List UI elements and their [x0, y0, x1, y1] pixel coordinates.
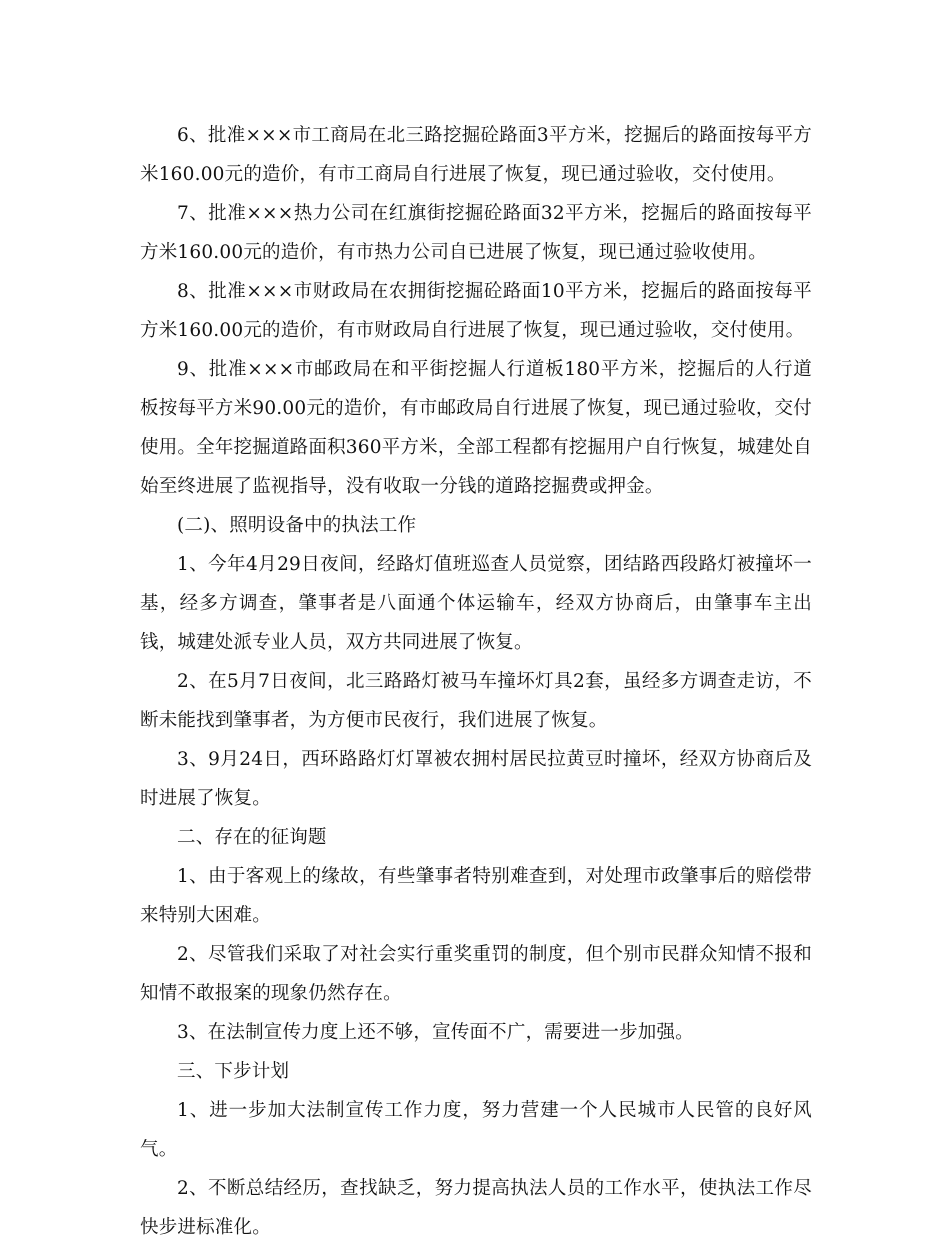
paragraph-item-9-road-excavation: 9、批准×××市邮政局在和平街挖掘人行道板180平方米，挖掘后的人行道板按每平方米90.00元的造价，有市邮政局自行进展了恢复，现已通过验收，交付使用。全年挖掘道路面积360平方米，全部工程都有挖掘用户自行恢复，城建处自始至终进展了监视指导，没有收取一分钱的道路挖掘费或押金。 — [140, 359, 812, 497]
document-page — [140, 116, 812, 1247]
paragraph-problem-2: 2、尽管我们采取了对社会实行重奖重罚的制度，但个别市民群众知情不报和知情不敢报案的现象仍然存在。 — [140, 944, 812, 1004]
paragraph-item-6-road-excavation: 6、批准×××市工商局在北三路挖掘砼路面3平方米，挖掘后的路面按每平方米160.00元的造价，有市工商局自行进展了恢复，现已通过验收，交付使用。 — [140, 125, 812, 185]
paragraph-lighting-item-1: 1、今年4月29日夜间，经路灯值班巡查人员觉察，团结路西段路灯被撞坏一基，经多方调查，肇事者是八面通个体运输车，经双方协商后，由肇事车主出钱，城建处派专业人员，双方共同进展了恢复。 — [140, 554, 812, 653]
paragraph-item-7-road-excavation: 7、批准×××热力公司在红旗街挖掘砼路面32平方米，挖掘后的路面按每平方米160.00元的造价，有市热力公司自已进展了恢复，现已通过验收使用。 — [140, 203, 812, 263]
section-heading-next-plan: 三、下步计划 — [177, 1061, 290, 1082]
paragraph-problem-1: 1、由于客观上的缘故，有些肇事者特别难查到，对处理市政肇事后的赔偿带来特别大困难。 — [140, 866, 812, 926]
paragraph-plan-1: 1、进一步加大法制宣传工作力度，努力营建一个人民城市人民管的良好风气。 — [140, 1100, 812, 1160]
paragraph-item-8-road-excavation: 8、批准×××市财政局在农拥街挖掘砼路面10平方米，挖掘后的路面按每平方米160.00元的造价，有市财政局自行进展了恢复，现已通过验收，交付使用。 — [140, 281, 812, 341]
paragraph-plan-2: 2、不断总结经历，查找缺乏，努力提高执法人员的工作水平，使执法工作尽快步进标准化。 — [140, 1178, 812, 1238]
paragraph-lighting-item-2: 2、在5月7日夜间，北三路路灯被马车撞坏灯具2套，虽经多方调查走访，不断未能找到肇事者，为方便市民夜行，我们进展了恢复。 — [140, 671, 812, 731]
paragraph-lighting-item-3: 3、9月24日，西环路路灯灯罩被农拥村居民拉黄豆时撞坏，经双方协商后及时进展了恢复。 — [140, 749, 812, 809]
section-heading-lighting-enforcement: (二)、照明设备中的执法工作 — [177, 515, 417, 536]
paragraph-problem-3: 3、在法制宣传力度上还不够，宣传面不广，需要进一步加强。 — [177, 1022, 694, 1043]
section-heading-existing-problems: 二、存在的征询题 — [177, 827, 327, 848]
